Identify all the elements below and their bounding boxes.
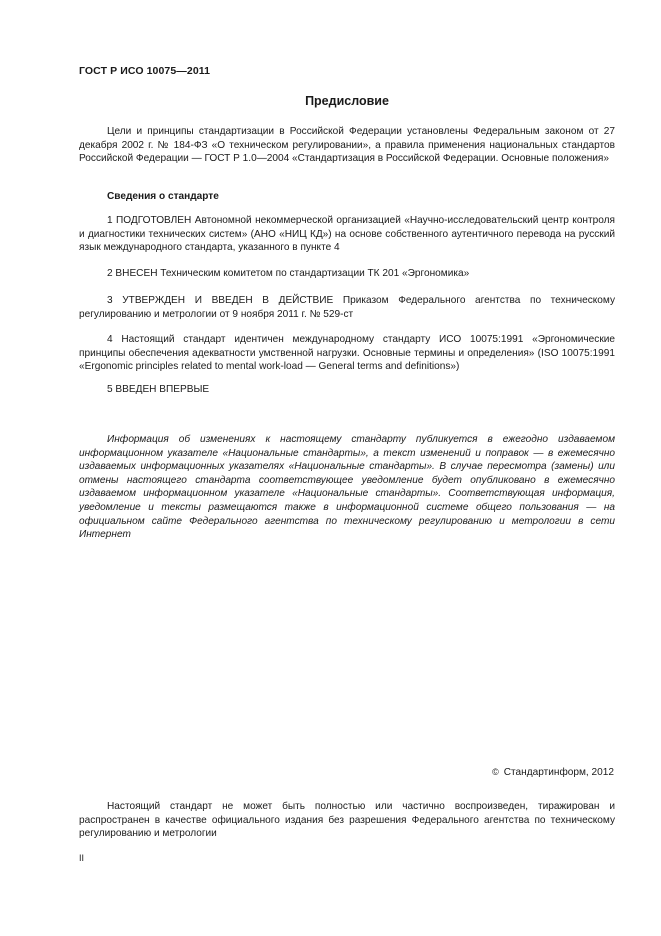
item-4 bbox=[79, 333, 615, 374]
item-3 bbox=[79, 294, 615, 321]
item-5-text: 5 ВВЕДЕН ВПЕРВЫЕ bbox=[107, 384, 210, 395]
document-code-header: ГОСТ Р ИСО 10075—2011 bbox=[79, 65, 211, 77]
reproduction-paragraph bbox=[79, 800, 615, 841]
copyright-icon: © bbox=[492, 767, 499, 777]
item-3-text: 3 УТВЕРЖДЕН И ВВЕДЕН В ДЕЙСТВИЕ Приказом Федерального агентства по техническому регулированию и метрологии от 9 ноября 2011 г. № 529-ст bbox=[79, 295, 615, 320]
intro-text: Цели и принципы стандартизации в Российской Федерации установлены Федеральным законом от 27 декабря 2002 г. № 184-ФЗ «О техническом регулировании», а правила применения национальных стандартов Российской Федерации — ГОСТ Р 1.0—2004 «Стандартизация в Российской Федерации. Основные положения» bbox=[79, 126, 615, 165]
item-2 bbox=[79, 267, 615, 281]
item-4-text: 4 Настоящий стандарт идентичен международному стандарту ИСО 10075:1991 «Эргономические принципы обеспечения адекватности умственной нагрузки. Основные термины и определения» (ISO 10075:1991 «Ergonomic principles related to mental work-load — General terms and definitions») bbox=[79, 334, 615, 373]
item-2-text: 2 ВНЕСЕН Техническим комитетом по стандартизации ТК 201 «Эргономика» bbox=[107, 268, 470, 279]
intro-paragraph bbox=[79, 125, 615, 166]
copyright-line bbox=[492, 767, 614, 778]
notice-paragraph bbox=[79, 433, 615, 542]
notice-text: Информация об изменениях к настоящему стандарту публикуется в ежегодно издаваемом информационном указателе «Национальные стандарты», а текст изменений и поправок — в ежемесячно издаваемых информационных указателях «Национальные стандарты». В случае пересмотра (замены) или отмены настоящего стандарта соответствующее уведомление будет опубликовано в ежемесячно издаваемом информационном указателе «Национальные стандарты». Соответствующая информация, уведомление и тексты размещаются также в информационной системе общего пользования — на официальном сайте Федерального агентства по техническому регулированию и метрологии в сети Интернет bbox=[79, 434, 615, 541]
page-number: II bbox=[79, 853, 85, 863]
item-1 bbox=[79, 214, 615, 255]
item-5 bbox=[79, 383, 615, 397]
page-title: Предисловие bbox=[305, 94, 389, 108]
info-heading: Сведения о стандарте bbox=[107, 191, 219, 202]
copyright-text: Стандартинформ, 2012 bbox=[503, 767, 614, 778]
item-1-text: 1 ПОДГОТОВЛЕН Автономной некоммерческой организацией «Научно-исследовательский центр контроля и диагностики технических систем» (АНО «НИЦ КД») на основе собственного аутентичного перевода на русский язык международного стандарта, указанного в пункте 4 bbox=[79, 215, 615, 254]
reproduction-text: Настоящий стандарт не может быть полностью или частично воспроизведен, тиражирован и распространен в качестве официального издания без разрешения Федерального агентства по техническому регулированию и метрологии bbox=[79, 801, 615, 840]
